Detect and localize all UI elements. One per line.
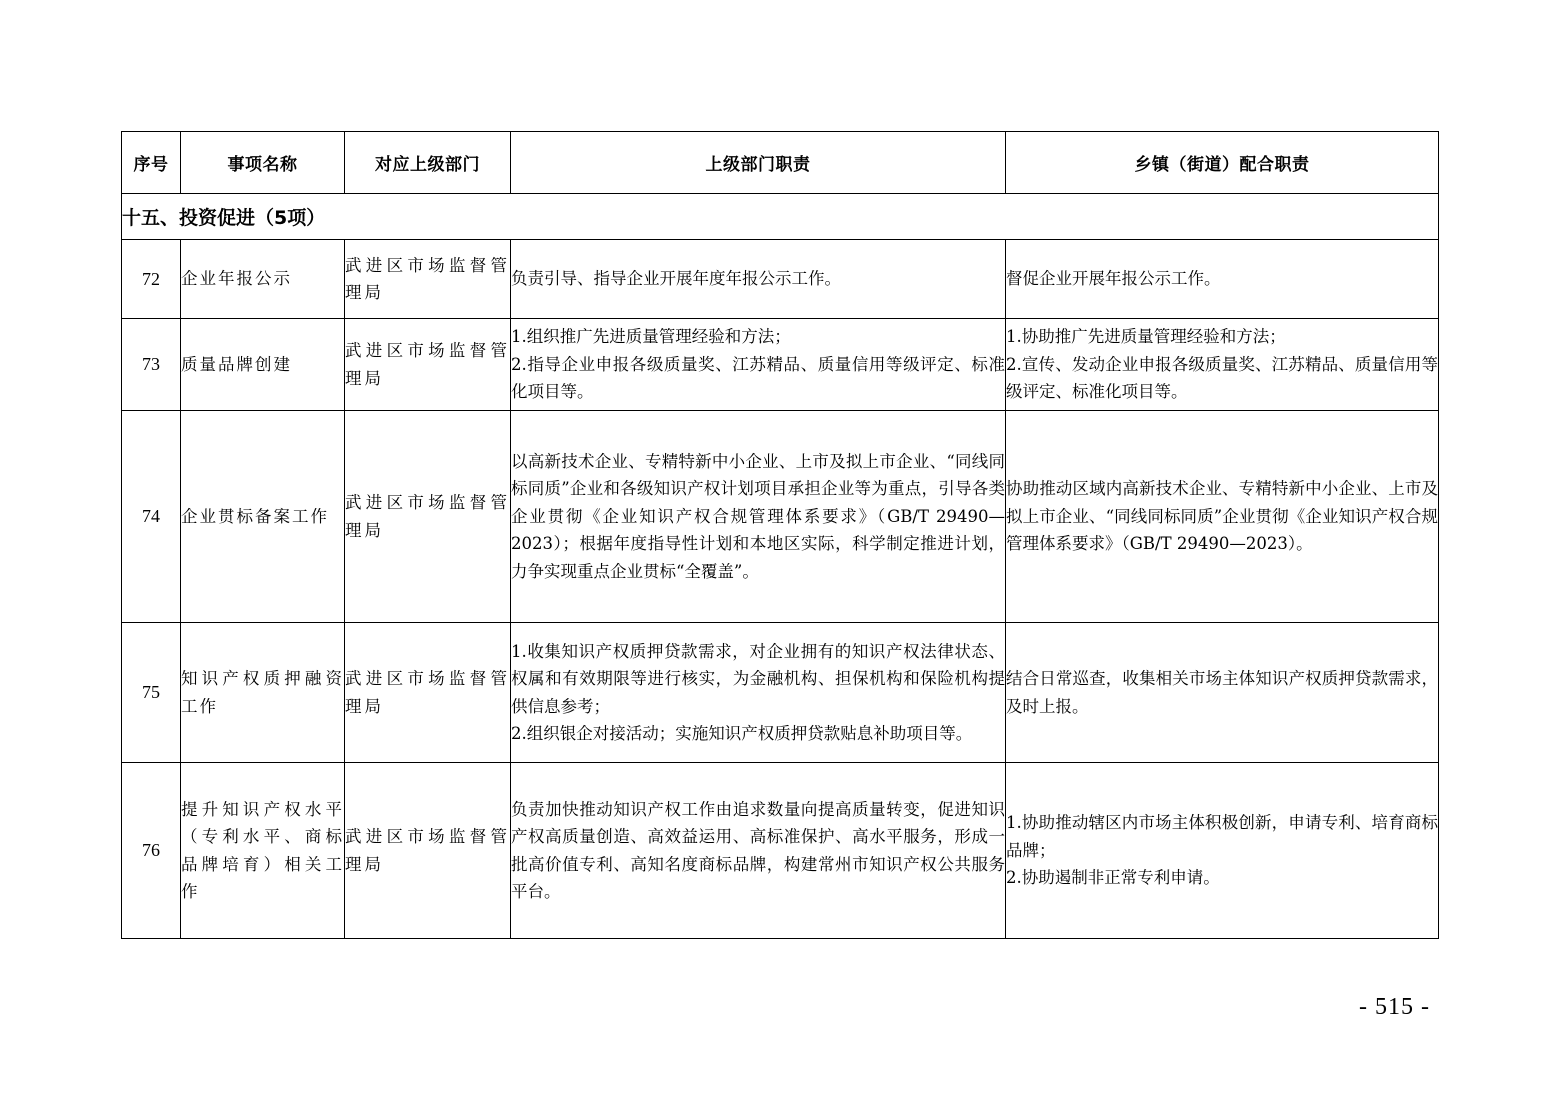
- row-seq: 74: [122, 411, 181, 623]
- row-item-name: 质量品牌创建: [181, 319, 345, 411]
- row-upper-duty: 以高新技术企业、专精特新中小企业、上市及拟上市企业、“同线同标同质”企业和各级知识产权计划项目承担企业等为重点，引导各类企业贯彻《企业知识产权合规管理体系要求》（GB/T 29490—2023）；根据年度指导性计划和本地区实际，科学制定推进计划，力争实现重点企业贯标“全覆盖”。: [511, 411, 1006, 623]
- section-title: 十五、投资促进（5项）: [122, 194, 1439, 240]
- row-upper-duty: 负责引导、指导企业开展年度年报公示工作。: [511, 240, 1006, 319]
- row-upper-duty: 1.组织推广先进质量管理经验和方法； 2.指导企业申报各级质量奖、江苏精品、质量信用等级评定、标准化项目等。: [511, 319, 1006, 411]
- table-row: [122, 411, 1439, 623]
- header-seq: 序号: [122, 132, 181, 194]
- section-row: [122, 194, 1439, 240]
- row-upper-duty: 负责加快推动知识产权工作由追求数量向提高质量转变，促进知识产权高质量创造、高效益运用、高标准保护、高水平服务，形成一批高价值专利、高知名度商标品牌，构建常州市知识产权公共服务平台。: [511, 763, 1006, 939]
- header-town-duty: 乡镇（街道）配合职责: [1006, 132, 1439, 194]
- row-item-name: 知识产权质押融资工作: [181, 623, 345, 763]
- row-town-duty: 1.协助推广先进质量管理经验和方法； 2.宣传、发动企业申报各级质量奖、江苏精品、质量信用等级评定、标准化项目等。: [1006, 319, 1439, 411]
- table-row: [122, 623, 1439, 763]
- row-item-name: 企业贯标备案工作: [181, 411, 345, 623]
- header-upper-duty: 上级部门职责: [511, 132, 1006, 194]
- row-upper-dept: 武进区市场监督管理局: [345, 411, 511, 623]
- row-upper-dept: 武进区市场监督管理局: [345, 763, 511, 939]
- table-row: [122, 319, 1439, 411]
- row-seq: 73: [122, 319, 181, 411]
- table-row: [122, 240, 1439, 319]
- header-upper-dept: 对应上级部门: [345, 132, 511, 194]
- row-upper-dept: 武进区市场监督管理局: [345, 623, 511, 763]
- row-seq: 76: [122, 763, 181, 939]
- table-row: [122, 763, 1439, 939]
- header-item-name: 事项名称: [181, 132, 345, 194]
- row-town-duty: 督促企业开展年报公示工作。: [1006, 240, 1439, 319]
- row-upper-duty: 1.收集知识产权质押贷款需求，对企业拥有的知识产权法律状态、权属和有效期限等进行核实，为金融机构、担保机构和保险机构提供信息参考； 2.组织银企对接活动；实施知识产权质押贷款贴息补助项目等。: [511, 623, 1006, 763]
- page-number: - 515 -: [1359, 994, 1430, 1020]
- row-item-name: 企业年报公示: [181, 240, 345, 319]
- row-town-duty: 1.协助推动辖区内市场主体积极创新，申请专利、培育商标品牌； 2.协助遏制非正常专利申请。: [1006, 763, 1439, 939]
- row-upper-dept: 武进区市场监督管理局: [345, 240, 511, 319]
- row-upper-dept: 武进区市场监督管理局: [345, 319, 511, 411]
- row-town-duty: 结合日常巡查，收集相关市场主体知识产权质押贷款需求，及时上报。: [1006, 623, 1439, 763]
- row-seq: 75: [122, 623, 181, 763]
- row-town-duty: 协助推动区域内高新技术企业、专精特新中小企业、上市及拟上市企业、“同线同标同质”企业贯彻《企业知识产权合规管理体系要求》（GB/T 29490—2023）。: [1006, 411, 1439, 623]
- table-header-row: [122, 132, 1439, 194]
- row-item-name: 提升知识产权水平（专利水平、商标品牌培育）相关工作: [181, 763, 345, 939]
- row-seq: 72: [122, 240, 181, 319]
- duty-table: [121, 131, 1439, 939]
